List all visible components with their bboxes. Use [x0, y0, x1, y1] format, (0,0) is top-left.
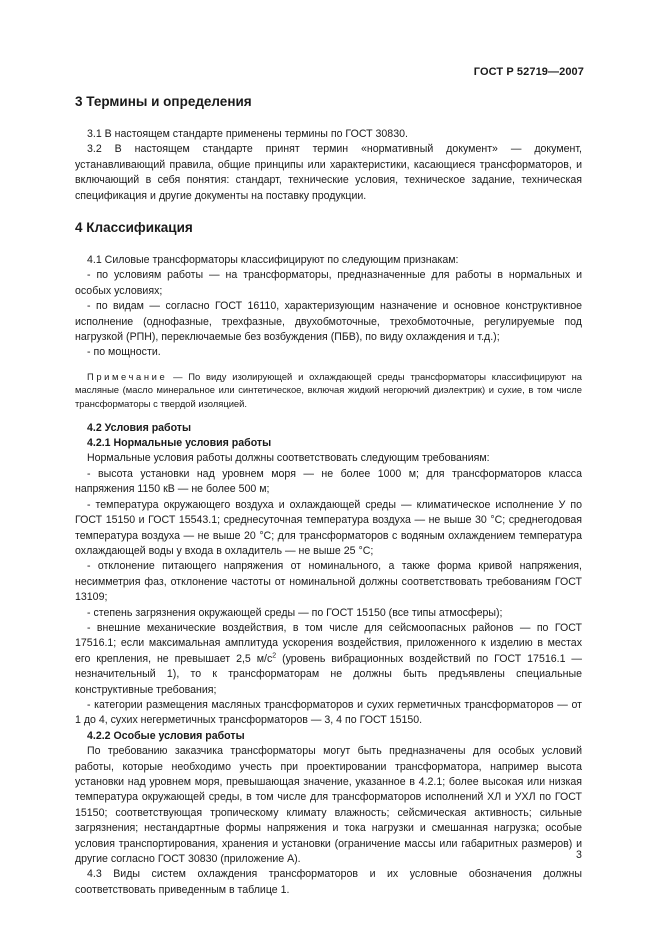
subsection-4-2-heading: 4.2 Условия работы [87, 421, 192, 434]
document-body [75, 94, 582, 898]
page-number: 3 [576, 849, 582, 861]
standard-header: ГОСТ Р 52719—2007 [473, 66, 584, 78]
section-4-heading: 4 Классификация [75, 220, 193, 236]
paragraph-4-3: 4.3 Виды систем охлаждения трансформаторов и их условные обозначения должны соответствовать приведенным в таблице 1. [75, 868, 582, 896]
section-3-heading: 3 Термины и определения [75, 94, 252, 109]
list-item-working-conditions: - по условиям работы — на трансформаторы, предназначенные для работы в нормальных и особых условиях; [75, 269, 582, 297]
mechanical-text-a: - внешние механические воздействия, в том числе для сейсмоопасных районов — по ГОСТ 17516.1; если максимальная амплитуда ускорения воздействия, приложенного к изделию в местах его крепления, не превышает 2,5 м/с [75, 621, 582, 665]
normal-condition-placement: - категории размещения масляных трансформаторов и сухих герметичных трансформаторов — от 1 до 4, сухих негерметичных трансформаторов — 3, 4 по ГОСТ 15150. [75, 698, 582, 727]
note-text: — По виду изолирующей и охлаждающей среды трансформаторы классифицируют на масляные (масло минеральное или синтетическое, включая жидкий негорючий диэлектрик) и сухие, в том числе трансформаторы с твердой изоляцией. [75, 370, 582, 410]
mechanical-superscript: 2 [272, 652, 277, 660]
paragraph-4-1: 4.1 Силовые трансформаторы классифицируют по следующим признакам: [87, 254, 459, 267]
paragraph-3-2: 3.2 В настоящем стандарте принят термин «нормативный документ» — документ, устанавливающий правила, общие принципы или характеристики, касающиеся трансформаторов, и включающий в себя понятия: стандарт, технические условия, техническое задание, техническая спецификация и другие документы на поставку продукции. [75, 143, 582, 202]
normal-condition-temperature: - температура окружающего воздуха и охлаждающей среды — климатическое исполнение У по ГОСТ 15150 и ГОСТ 15543.1; среднесуточная температура воздуха — не выше 30 °С; среднегодовая температура воздуха — не выше 20 °С; для трансформаторов с водяным охлаждением температура охлаждающей воды у входа в охладитель — не выше 25 °С; [75, 498, 582, 557]
normal-condition-voltage: - отклонение питающего напряжения от номинального, а также форма кривой напряжения, несимметрия фаз, отклонение частоты от номинальной должны соответствовать требованиям ГОСТ 13109; [75, 560, 582, 604]
special-conditions-paragraph: По требованию заказчика трансформаторы могут быть предназначены для особых условий работы, которые необходимо учесть при проектировании трансформатора, например высота установки над уровнем моря, превышающая значение, указанное в 4.2.1; более высокая или низкая температура окружающей среды, в том числе для трансформаторов исполнений ХЛ и УХЛ по ГОСТ 15150; соответствующая тропическому климату влажность; сейсмическая активность; сильные загрязнения; нестандартные формы напряжения и тока нагрузки и смешанная нагрузка; особые условия транспортирования, хранения и установки (ограничение массы или габаритных размеров) и другие согласно ГОСТ 30830 (приложение А). [75, 745, 582, 866]
subsection-4-2-1-heading: 4.2.1 Нормальные условия работы [87, 437, 272, 450]
normal-conditions-intro: Нормальные условия работы должны соответствовать следующим требованиям: [87, 452, 490, 465]
list-item-types: - по видам — согласно ГОСТ 16110, характеризующим назначение и основное конструктивное исполнение (однофазные, трехфазные, двухобмоточные, трехобмоточные, регулируемые под нагрузкой (РПН), переключаемые без возбуждения (ПБВ), по виду охлаждения и т.д.); [75, 300, 582, 344]
normal-condition-mechanical [75, 621, 582, 698]
note [75, 370, 582, 411]
mechanical-text-b: (уровень вибрационных воздействий по ГОСТ 17516.1 — незначительный 1), то к трансформаторам не должны быть предъявлены специальные конструктивные требования; [75, 652, 582, 696]
normal-condition-altitude: - высота установки над уровнем моря — не более 1000 м; для трансформаторов класса напряжения 1150 кВ — не более 500 м; [75, 467, 582, 496]
paragraph-3-1: 3.1 В настоящем стандарте применены термины по ГОСТ 30830. [87, 128, 408, 140]
subsection-4-2-2-heading: 4.2.2 Особые условия работы [87, 729, 245, 742]
list-item-power: - по мощности. [87, 346, 161, 359]
note-label: Примечание [87, 370, 168, 382]
normal-condition-pollution: - степень загрязнения окружающей среды — по ГОСТ 15150 (все типы атмосферы); [87, 606, 503, 619]
